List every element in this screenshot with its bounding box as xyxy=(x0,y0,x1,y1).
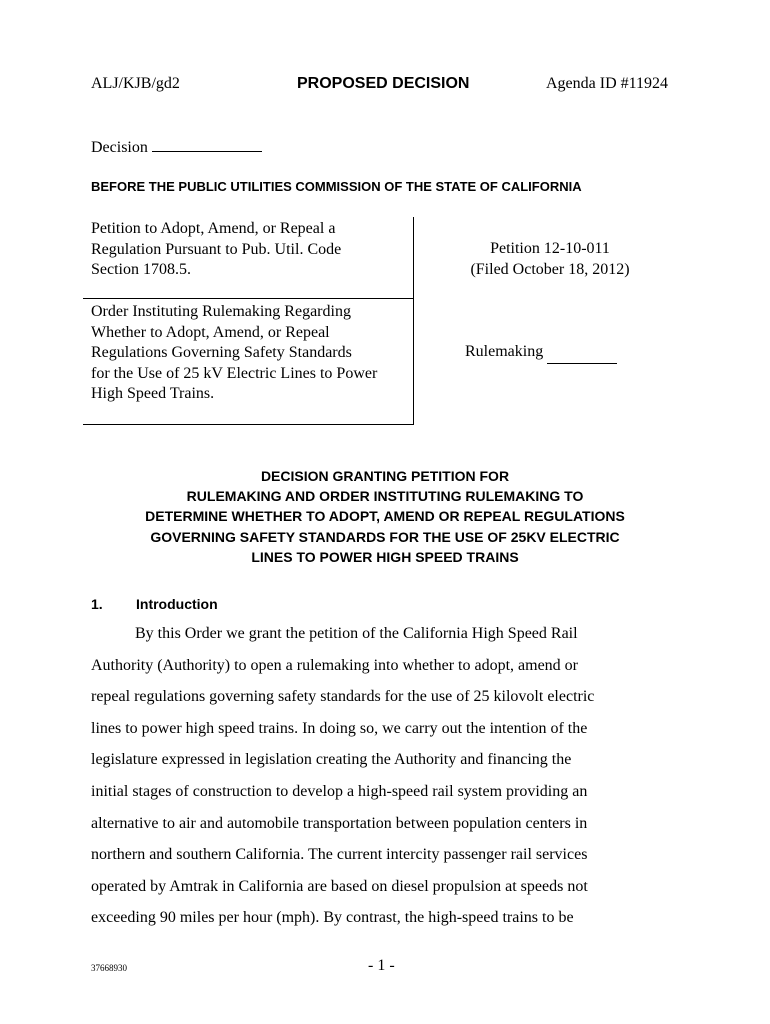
footer-document-id: 37668930 xyxy=(91,963,127,973)
order-caption-line: for the Use of 25 kV Electric Lines to Power xyxy=(91,364,378,382)
order-caption-line: Regulations Governing Safety Standards xyxy=(91,344,352,361)
header-proposed-decision: PROPOSED DECISION xyxy=(297,75,470,92)
order-caption-line: High Speed Trains. xyxy=(91,385,215,402)
body-line: operated by Amtrak in California are based on diesel propulsion at speeds not xyxy=(91,877,588,895)
decision-line xyxy=(91,137,262,157)
order-caption-line: Whether to Adopt, Amend, or Repeal xyxy=(91,323,330,341)
petition-caption-line: Regulation Pursuant to Pub. Util. Code xyxy=(91,240,342,258)
commission-heading: BEFORE THE PUBLIC UTILITIES COMMISSION OF THE STATE OF CALIFORNIA xyxy=(91,179,582,194)
body-line: exceeding 90 miles per hour (mph). By contrast, the high-speed trains to be xyxy=(91,909,574,927)
footer-page-number: - 1 - xyxy=(368,957,395,974)
section-number: 1. xyxy=(91,596,103,612)
rulemaking-number xyxy=(465,342,617,364)
order-caption-line: Order Instituting Rulemaking Regarding xyxy=(91,303,351,320)
decision-title xyxy=(90,466,680,567)
petition-number: Petition 12-10-011 xyxy=(490,240,610,257)
body-text xyxy=(91,622,671,938)
body-line: initial stages of construction to develop a high-speed rail system providing an xyxy=(91,782,588,800)
body-line: Authority (Authority) to open a rulemaking into whether to adopt, amend or xyxy=(91,656,578,674)
header-docket: ALJ/KJB/gd2 xyxy=(91,75,180,92)
decision-title-line: DECISION GRANTING PETITION FOR xyxy=(260,468,510,484)
decision-blank-line xyxy=(152,137,262,152)
decision-title-line: DETERMINE WHETHER TO ADOPT, AMEND OR REPEAL REGULATIONS xyxy=(145,508,625,525)
rulemaking-label: Rulemaking xyxy=(465,343,544,360)
petition-caption xyxy=(91,219,411,281)
header-agenda-id: Agenda ID #11924 xyxy=(546,75,669,92)
petition-filed-date: (Filed October 18, 2012) xyxy=(470,260,630,278)
petition-caption-line: Petition to Adopt, Amend, or Repeal a xyxy=(91,220,336,237)
order-caption xyxy=(91,302,411,405)
section-title: Introduction xyxy=(136,596,218,612)
decision-title-line: LINES TO POWER HIGH SPEED TRAINS xyxy=(251,548,519,565)
body-line: repeal regulations governing safety standards for the use of 25 kilovolt electric xyxy=(91,688,595,706)
body-line: legislature expressed in legislation creating the Authority and financing the xyxy=(91,751,572,769)
rulemaking-blank-line xyxy=(547,342,617,364)
body-line: northern and southern California. The current intercity passenger rail services xyxy=(91,846,588,864)
body-line: lines to power high speed trains. In doing so, we carry out the intention of the xyxy=(91,719,588,737)
petition-number-block xyxy=(440,239,660,280)
decision-title-line: RULEMAKING AND ORDER INSTITUTING RULEMAKING TO xyxy=(186,488,584,505)
caption-divider xyxy=(83,298,414,299)
decision-title-line: GOVERNING SAFETY STANDARDS FOR THE USE OF 25KV ELECTRIC xyxy=(150,528,620,545)
body-line: alternative to air and automobile transportation between population centers in xyxy=(91,814,588,832)
petition-caption-line: Section 1708.5. xyxy=(91,261,191,278)
decision-label: Decision xyxy=(91,139,148,156)
body-line: By this Order we grant the petition of the California High Speed Rail xyxy=(135,625,578,642)
